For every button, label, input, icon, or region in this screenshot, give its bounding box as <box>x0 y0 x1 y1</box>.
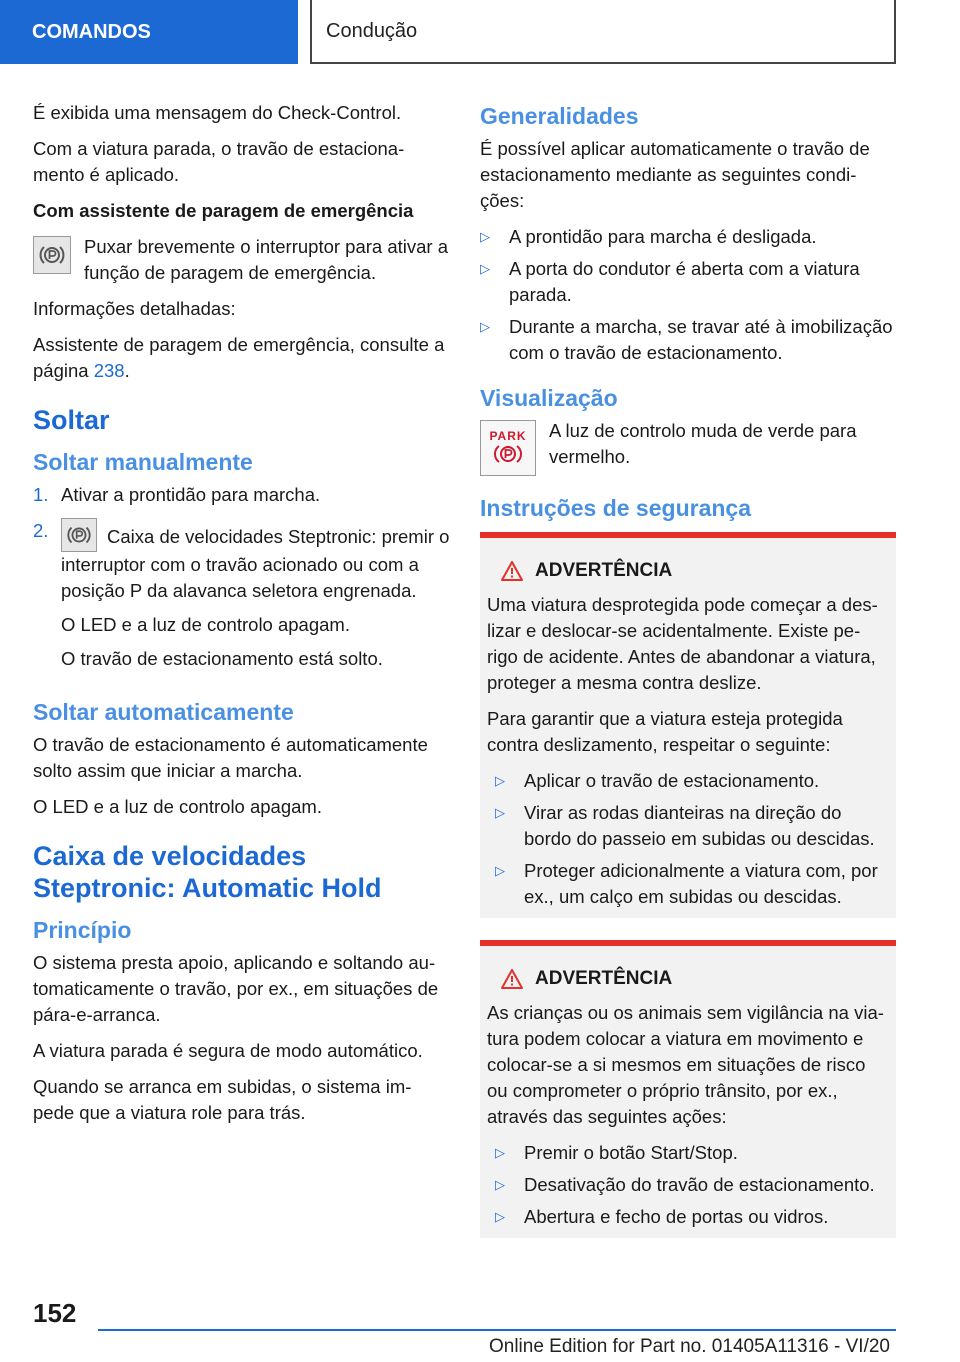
list-text: Proteger adicionalmente a viatura com, por ex., um calço em subidas ou descidas. <box>524 860 878 907</box>
paragraph: É possível aplicar automaticamente o travão de estacionamento mediante as seguintes condi-ções: <box>480 138 870 211</box>
triangle-right-icon: ▷ <box>495 863 505 878</box>
paragraph: O LED e a luz de controlo apagam. <box>33 796 322 817</box>
page-link[interactable]: 238 <box>93 360 125 381</box>
reference-text: Assistente de paragem de emergência, consulte a página <box>33 334 445 381</box>
step-text: Ativar a prontidão para marcha. <box>61 484 321 505</box>
visualization-text: A luz de controlo muda de verde para vermelho. <box>549 420 857 467</box>
paragraph: Com a viatura parada, o travão de estaciona-mento é aplicado. <box>33 138 405 185</box>
step-text: Caixa de velocidades Steptronic: premir o interruptor com o travão acionado ou com a posição P da alavanca seletora engrenada. <box>61 526 450 601</box>
heading-seguranca: Instruções de segurança <box>480 495 751 521</box>
paragraph: As crianças ou os animais sem vigilância na via-tura podem colocar a viatura em movimento e colocar-se a si mesmos em situações de risco ou comprometer o próprio trânsito, por ex., através das seguintes ações: <box>487 1002 884 1127</box>
paragraph: O sistema presta apoio, aplicando e soltando au-tomaticamente o travão, por ex., em situações de pára-e-arranca. <box>33 952 439 1025</box>
paragraph: A viatura parada é segura de modo automático. <box>33 1040 423 1061</box>
step-note: O LED e a luz de controlo apagam. <box>61 614 350 635</box>
heading-soltar: Soltar <box>33 405 110 435</box>
triangle-right-icon: ▷ <box>480 319 490 334</box>
list-text: Durante a marcha, se travar até à imobilização com o travão de estacionamento. <box>509 316 893 363</box>
list-text: Desativação do travão de estacionamento. <box>524 1174 875 1195</box>
step-note: O travão de estacionamento está solto. <box>61 648 383 669</box>
paragraph: É exibida uma mensagem do Check-Control. <box>33 102 402 123</box>
emergency-instruction <box>33 234 451 286</box>
section-title <box>310 0 896 64</box>
warning-list <box>487 1140 888 1230</box>
list-item <box>480 256 896 308</box>
triangle-right-icon: ▷ <box>480 229 490 244</box>
list-text: A prontidão para marcha é desligada. <box>509 226 817 247</box>
icon-description: Puxar brevemente o interruptor para ativar a função de paragem de emergência. <box>84 236 449 283</box>
visualization-row <box>480 418 896 476</box>
heading-principio: Princípio <box>33 917 132 943</box>
footer-divider <box>98 1329 896 1331</box>
list-text: Premir o botão Start/Stop. <box>524 1142 738 1163</box>
list-item <box>495 800 888 852</box>
paragraph: O travão de estacionamento é automaticamente solto assim que iniciar a marcha. <box>33 734 428 781</box>
paragraph: Quando se arranca em subidas, o sistema im-pede que a viatura role para trás. <box>33 1076 412 1123</box>
warning-box <box>480 940 896 1238</box>
triangle-right-icon: ▷ <box>480 261 490 276</box>
step-number: 1. <box>33 484 49 505</box>
chapter-tab[interactable] <box>0 0 298 64</box>
warning-triangle-icon <box>501 561 523 581</box>
step-body <box>61 518 451 680</box>
paragraph: Para garantir que a viatura esteja protegida contra deslizamento, respeitar o seguinte: <box>487 708 843 755</box>
triangle-right-icon: ▷ <box>495 1177 505 1192</box>
warning-box <box>480 532 896 918</box>
paragraph: Uma viatura desprotegida pode começar a des-lizar e deslocar-se acidentalmente. Existe pe-rigo de acidente. Antes de abandonar a viatura, proteger a mesma contra deslize. <box>487 594 878 693</box>
list-item <box>495 1172 888 1198</box>
heading-visualizacao: Visualização <box>480 385 618 411</box>
left-column <box>33 100 451 1136</box>
list-item <box>33 482 451 508</box>
chapter-label: COMANDOS <box>32 20 151 43</box>
triangle-right-icon: ▷ <box>495 1145 505 1160</box>
warning-title-text: ADVERTÊNCIA <box>535 968 673 989</box>
list-item <box>33 518 451 680</box>
list-item <box>495 1140 888 1166</box>
paragraph-reference <box>33 332 451 384</box>
conditions-list <box>480 224 896 366</box>
warning-title <box>501 558 888 584</box>
parking-brake-icon <box>61 518 97 552</box>
warning-title-text: ADVERTÊNCIA <box>535 560 673 581</box>
warning-triangle-icon <box>501 969 523 989</box>
subheading-emergency: Com assistente de paragem de emergência <box>33 200 414 221</box>
page-number: 152 <box>33 1298 77 1328</box>
right-column <box>480 100 896 1260</box>
list-text: Virar as rodas dianteiras na direção do bordo do passeio em subidas ou descidas. <box>524 802 875 849</box>
reference-end: . <box>124 360 130 381</box>
list-text: A porta do condutor é aberta com a viatura parada. <box>509 258 860 305</box>
park-label: PARK <box>489 429 527 443</box>
triangle-right-icon: ▷ <box>495 1209 505 1224</box>
warning-title <box>501 966 888 992</box>
list-item <box>495 768 888 794</box>
warning-list <box>487 768 888 910</box>
triangle-right-icon: ▷ <box>495 805 505 820</box>
heading-generalidades: Generalidades <box>480 103 639 129</box>
steps-list <box>33 482 451 680</box>
heading-soltar-manual: Soltar manualmente <box>33 449 253 475</box>
triangle-right-icon: ▷ <box>495 773 505 788</box>
list-text: Aplicar o travão de estacionamento. <box>524 770 820 791</box>
section-label: Condução <box>326 19 418 42</box>
footer-edition: Online Edition for Part no. 01405A11316 - VI/20 <box>488 1336 890 1357</box>
paragraph: Informações detalhadas: <box>33 298 236 319</box>
step-number: 2. <box>33 520 49 541</box>
parking-brake-icon <box>33 236 71 274</box>
list-item <box>495 1204 888 1230</box>
heading-automatic-hold: Caixa de velocidades Steptronic: Automatic Hold <box>33 841 382 903</box>
park-indicator-icon <box>480 420 536 476</box>
list-item <box>480 224 896 250</box>
list-item <box>480 314 896 366</box>
heading-soltar-auto: Soltar automaticamente <box>33 699 294 725</box>
list-item <box>495 858 888 910</box>
list-text: Abertura e fecho de portas ou vidros. <box>524 1206 829 1227</box>
